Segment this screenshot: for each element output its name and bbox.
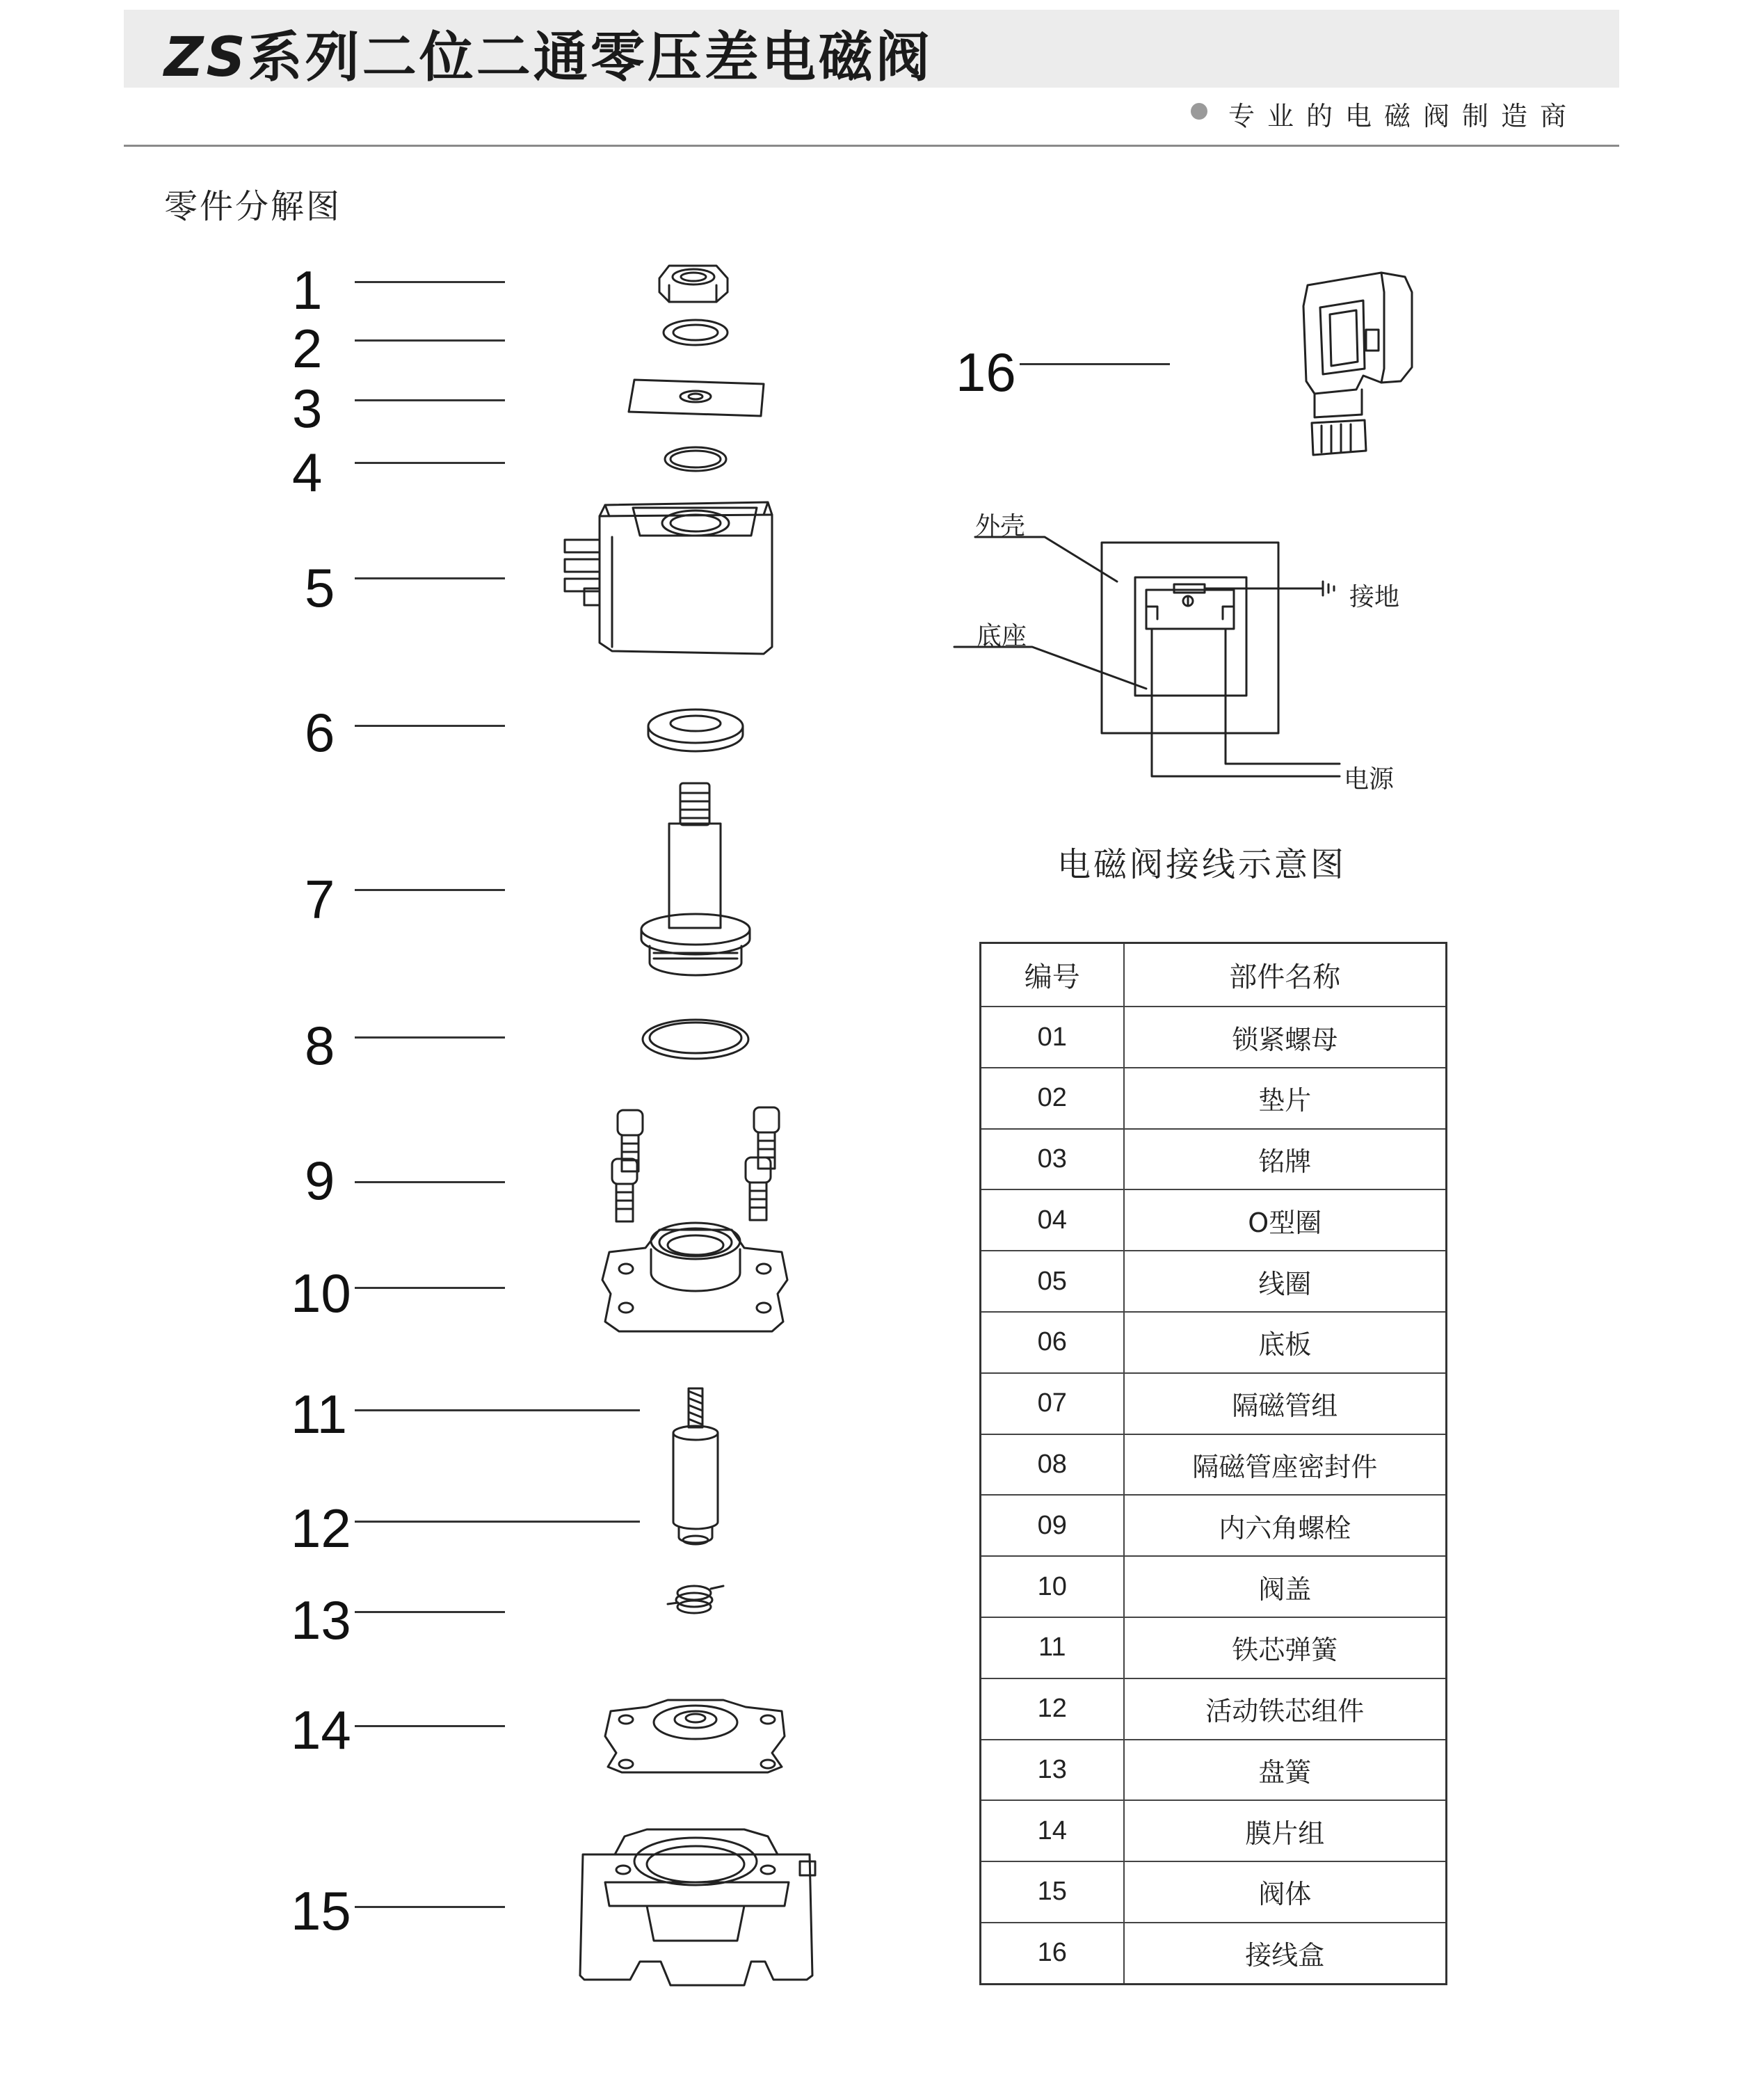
washer-drawing: [664, 320, 728, 345]
part-name: 膜片组: [1124, 1800, 1447, 1861]
part-no: 07: [981, 1373, 1124, 1434]
part-number: 6: [305, 702, 335, 763]
part-name: 铁芯弹簧: [1124, 1617, 1447, 1678]
table-row: [981, 1800, 1447, 1861]
part-name: 隔磁管座密封件: [1124, 1434, 1447, 1496]
plunger-assembly-drawing: [673, 1426, 718, 1544]
section-title: 零件分解图: [164, 187, 342, 226]
part-name: 垫片: [1124, 1068, 1447, 1129]
part-no: 14: [981, 1800, 1124, 1861]
label-power: 电源: [1344, 765, 1395, 794]
seal-ring-drawing: [643, 1020, 748, 1059]
part-name: 阀体: [1124, 1861, 1447, 1923]
o-ring-drawing: [665, 447, 726, 471]
part-name: 隔磁管组: [1124, 1373, 1447, 1434]
table-row: [981, 1251, 1447, 1312]
plunger-tube-drawing: [641, 783, 750, 975]
part-no: 13: [981, 1740, 1124, 1801]
bolts-drawing: [612, 1107, 779, 1221]
part-number: 15: [291, 1880, 351, 1941]
table-row: [981, 1617, 1447, 1678]
part-no: 06: [981, 1312, 1124, 1373]
table-row: [981, 1068, 1447, 1129]
part-number: 12: [291, 1498, 351, 1559]
disc-spring-drawing: [668, 1586, 723, 1613]
part-no: 12: [981, 1678, 1124, 1740]
nameplate-drawing: [629, 380, 764, 416]
part-no: 09: [981, 1495, 1124, 1556]
table-row: [981, 1373, 1447, 1434]
part-name: 盘簧: [1124, 1740, 1447, 1801]
part-number: 2: [292, 318, 323, 379]
part-no: 02: [981, 1068, 1124, 1129]
diaphragm-drawing: [605, 1700, 785, 1772]
part-no: 05: [981, 1251, 1124, 1312]
valve-cover-drawing: [602, 1223, 787, 1331]
header-no: 编号: [981, 943, 1124, 1007]
table-row: [981, 1312, 1447, 1373]
part-number: 9: [305, 1150, 335, 1211]
table-row: [981, 1495, 1447, 1556]
part-number: 13: [291, 1589, 351, 1651]
lock-nut-drawing: [659, 266, 728, 302]
part-name: 阀盖: [1124, 1556, 1447, 1617]
part-name: 线圈: [1124, 1251, 1447, 1312]
part-name: 铭牌: [1124, 1129, 1447, 1190]
part-number: 3: [292, 378, 323, 439]
part-name: 活动铁芯组件: [1124, 1678, 1447, 1740]
table-row: [981, 1434, 1447, 1496]
table-row: [981, 1189, 1447, 1251]
table-row: [981, 1861, 1447, 1923]
part-name: O型圈: [1124, 1189, 1447, 1251]
label-base: 底座: [977, 622, 1027, 650]
wiring-schematic-drawing: [954, 537, 1340, 776]
table-row: [981, 1740, 1447, 1801]
part-name: 内六角螺栓: [1124, 1495, 1447, 1556]
label-housing: 外壳: [975, 512, 1026, 540]
part-no: 15: [981, 1861, 1124, 1923]
table-row: [981, 1678, 1447, 1740]
tagline: 专业的电磁阀制造商: [1228, 101, 1580, 131]
coil-drawing: [565, 502, 772, 654]
valve-body-drawing: [580, 1829, 815, 1985]
junction-box-drawing: [1303, 273, 1412, 455]
part-number: 1: [292, 259, 323, 321]
part-no: 16: [981, 1923, 1124, 1985]
part-number: 10: [291, 1263, 351, 1324]
table-row: [981, 1007, 1447, 1068]
part-number: 14: [291, 1699, 351, 1761]
base-plate-drawing: [648, 710, 743, 751]
label-ground: 接地: [1349, 583, 1400, 611]
part-no: 10: [981, 1556, 1124, 1617]
header-name: 部件名称: [1124, 943, 1447, 1007]
part-name: 接线盒: [1124, 1923, 1447, 1985]
part-number: 11: [291, 1384, 347, 1445]
parts-table: [979, 942, 1447, 1985]
part-no: 08: [981, 1434, 1124, 1496]
wiring-caption: 电磁阀接线示意图: [1057, 845, 1347, 884]
title-text: 系列二位二通零压差电磁阀: [248, 26, 933, 89]
part-number: 8: [305, 1015, 335, 1076]
part-number: 7: [305, 869, 335, 930]
part-no: 01: [981, 1007, 1124, 1068]
part-name: 锁紧螺母: [1124, 1007, 1447, 1068]
part-number: 4: [292, 442, 323, 503]
part-no: 11: [981, 1617, 1124, 1678]
table-row: [981, 1556, 1447, 1617]
part-no: 04: [981, 1189, 1124, 1251]
table-row: [981, 1923, 1447, 1985]
core-spring-drawing: [689, 1388, 702, 1427]
table-row: [981, 1129, 1447, 1190]
title-prefix: ZS: [164, 26, 248, 89]
part-number: 16: [956, 342, 1016, 403]
part-name: 底板: [1124, 1312, 1447, 1373]
table-header-row: [981, 943, 1447, 1007]
part-no: 03: [981, 1129, 1124, 1190]
part-number: 5: [305, 557, 335, 618]
